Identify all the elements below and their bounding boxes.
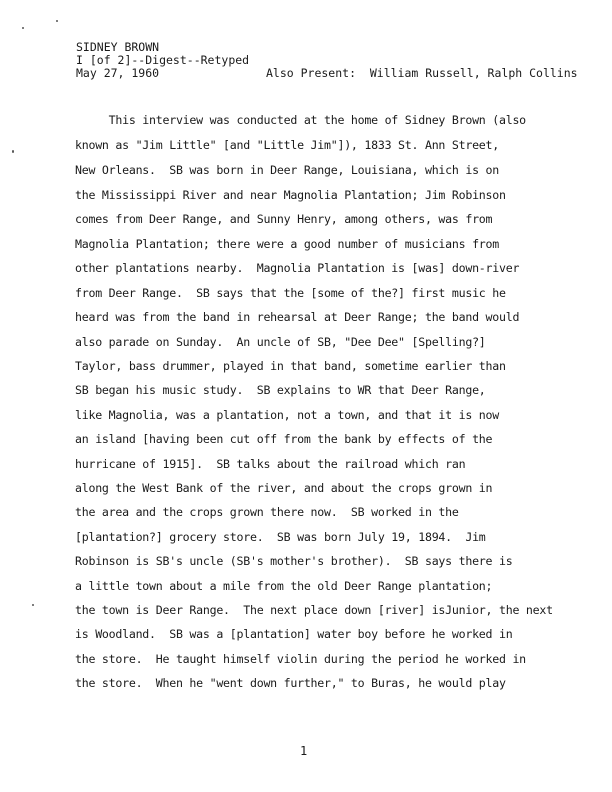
body-line: the store. He taught himself violin during the period he worked in [75,652,526,666]
interview-date: May 27, 1960 [76,66,160,80]
body-line: the town is Deer Range. The next place down [river] isJunior, the next [75,603,553,617]
body-line: known as "Jim Little" [and "Little Jim"]), 1833 St. Ann Street, [75,138,499,152]
body-line: Taylor, bass drummer, played in that band, sometime earlier than [75,359,506,373]
body-line: [plantation?] grocery store. SB was born July 19, 1894. Jim [75,530,486,544]
body-line: heard was from the band in rehearsal at Deer Range; the band would [75,310,520,324]
interviewee-name: SIDNEY BROWN [76,40,160,54]
body-line: hurricane of 1915]. SB talks about the railroad which ran [75,457,466,471]
body-line: Robinson is SB's uncle (SB's mother's brother). SB says there is [75,554,513,568]
scan-speck [32,604,34,606]
body-line: also parade on Sunday. An uncle of SB, "Dee Dee" [Spelling?] [75,335,486,349]
body-line: other plantations nearby. Magnolia Plantation is [was] down-river [75,261,520,275]
body-line: SB began his music study. SB explains to WR that Deer Range, [75,383,486,397]
body-line: comes from Deer Range, and Sunny Henry, among others, was from [75,212,493,226]
page-number: 1 [300,744,308,758]
body-line: from Deer Range. SB says that the [some of the?] first music he [75,286,506,300]
body-line: an island [having been cut off from the bank by effects of the [75,432,493,446]
body-line: This interview was conducted at the home of Sidney Brown (also [75,113,526,127]
body-line: the Mississippi River and near Magnolia Plantation; Jim Robinson [75,188,506,202]
scan-speck [22,27,24,29]
body-line: the store. When he "went down further," to Buras, he would play [75,676,506,690]
body-line: the area and the crops grown there now. SB worked in the [75,505,459,519]
body-line: a little town about a mile from the old Deer Range plantation; [75,579,493,593]
body-line: Magnolia Plantation; there were a good number of musicians from [75,237,499,251]
scan-speck [12,150,14,153]
body-line: along the West Bank of the river, and about the crops grown in [75,481,493,495]
body-line: like Magnolia, was a plantation, not a town, and that it is now [75,408,499,422]
reel-info: I [of 2]--Digest--Retyped [76,53,250,67]
body-line: is Woodland. SB was a [plantation] water boy before he worked in [75,627,513,641]
scan-speck [56,20,58,22]
also-present: Also Present: William Russell, Ralph Collins [266,66,578,80]
body-line: New Orleans. SB was born in Deer Range, Louisiana, which is on [75,163,499,177]
